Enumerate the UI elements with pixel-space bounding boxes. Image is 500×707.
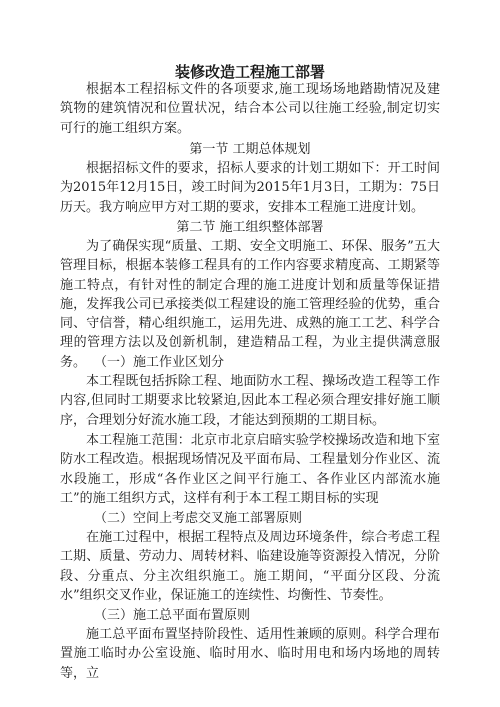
- intro-paragraph: 根据本工程招标文件的各项要求,施工现场场地踏勘情况及建筑物的建筑情况和位置状况，结合本公司以往施工经验,制定切实可行的施工组织方案。: [60, 82, 440, 136]
- sub1-paragraph-1: 本工程既包括拆除工程、地面防水工程、操场改造工程等工作内容,但同时工期要求比较紧迫,因此本工程必须合理安排好施工顺序，合理划分好流水施工段，才能达到预期的工期目标。: [60, 374, 440, 428]
- document-title: 装修改造工程施工部署: [174, 63, 325, 81]
- sub1-heading: （一）施工作业区划分: [94, 355, 225, 370]
- section2-heading: 第二节 施工组织整体部署: [176, 220, 324, 235]
- sub2-paragraph: 在施工过程中，根据工程特点及周边环境条件，综合考虑工程工期、质量、劳动力、周转材料、临建设施等资源投入情况，分阶段、分重点、分主次组织施工。施工期间，“平面分区段、分流水”组织交叉作业，保证施工的连续性、均衡性、节奏性。: [60, 530, 440, 603]
- sub2-heading: （二）空间上考虑交叉施工部署原则: [94, 511, 303, 526]
- section2-paragraph: 为了确保实现“质量、工期、安全文明施工、环保、服务”五大管理目标，根据本装修工程具有的工作内容要求精度高、工期紧等施工特点，有针对性的制定合理的施工进度计划和质量等保证措施，发挥我公司已承接类似工程建设的施工管理经验的优势，重合同、守信誉，精心组织施工，运用先进、成熟的施工工艺、科学合理的管理方法以及创新机制，建造精品工程，为业主提供满意服务。: [60, 239, 440, 370]
- section1-heading: 第一节 工期总体规划: [189, 142, 311, 157]
- sub3-heading: （三）施工总平面布置原则: [94, 608, 251, 623]
- sub3-paragraph: 施工总平面布置坚持阶段性、适用性兼顾的原则。科学合理布置施工临时办公室设施、临时用水、临时用电和场内场地的周转等，立: [60, 627, 440, 681]
- section1-paragraph: 根据招标文件的要求，招标人要求的计划工期如下：开工时间为2015年12月15日，竣工时间为2015年1月3日，工期为：75日历天。我方响应甲方对工期的要求，安排本工程施工进度计划。: [60, 161, 440, 215]
- sub1-paragraph-2: 本工程施工范围：北京市北京启暗实验学校操场改造和地下室防水工程改造。根据现场情况及平面布局、工程量划分作业区、流水段施工，形成“各作业区之间平行施工、各作业区内部流水施工”的施工组织方式，这样有利于本工程工期目标的实现: [60, 433, 440, 506]
